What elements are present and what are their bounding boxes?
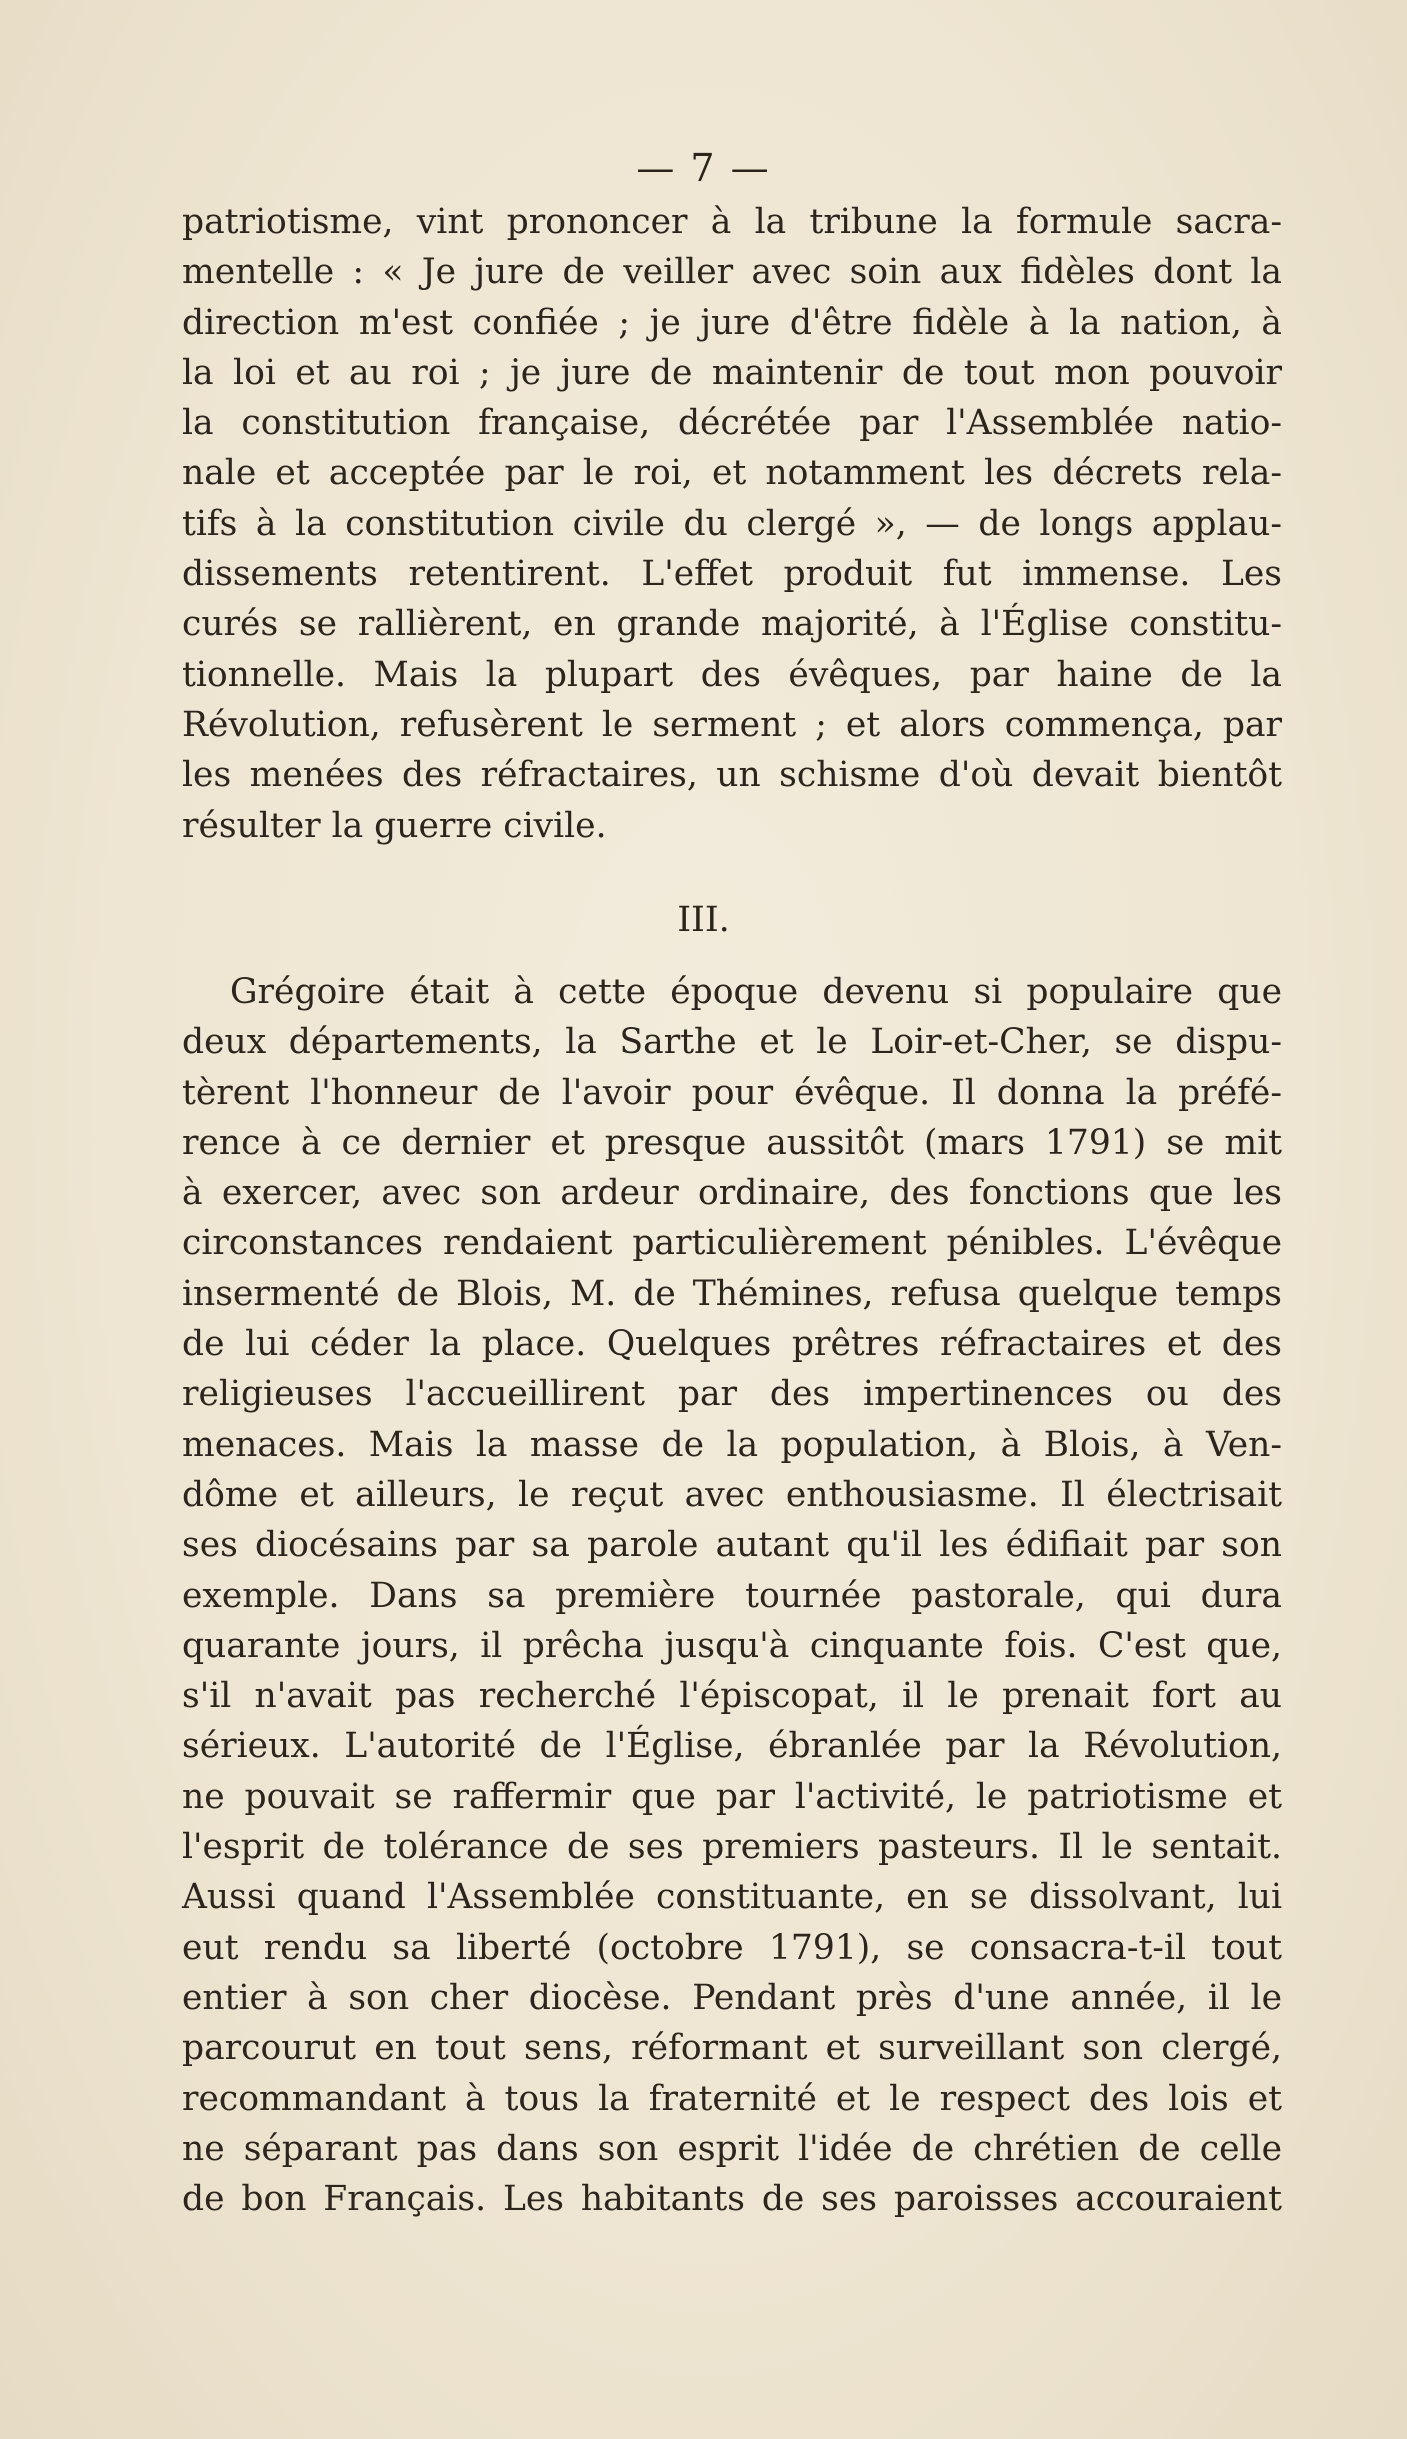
text-line: la loi et au roi ; je jure de maintenir de tout mon pouvoir bbox=[182, 352, 1282, 393]
text-line: entier à son cher diocèse. Pendant près d'une année, il le bbox=[182, 1977, 1282, 2018]
text-line: dissements retentirent. L'effet produit fut immense. Les bbox=[182, 554, 1282, 595]
text-line: deux départements, la Sarthe et le Loir-et-Cher, se dispu- bbox=[182, 1022, 1282, 1063]
text-line: eut rendu sa liberté (octobre 1791), se consacra-t-il tout bbox=[182, 1927, 1282, 1968]
text-line: recommandant à tous la fraternité et le respect des lois et bbox=[182, 2078, 1282, 2119]
text-line: rence à ce dernier et presque aussitôt (mars 1791) se mit bbox=[182, 1122, 1282, 1163]
text-line: les menées des réfractaires, un schisme d'où devait bientôt bbox=[182, 755, 1282, 796]
text-line: quarante jours, il prêcha jusqu'à cinquante fois. C'est que, bbox=[182, 1625, 1282, 1666]
text-line: religieuses l'accueillirent par des impertinences ou des bbox=[182, 1374, 1282, 1415]
text-line: direction m'est confiée ; je jure d'être fidèle à la nation, à bbox=[182, 302, 1282, 343]
section-heading: III. bbox=[677, 900, 730, 940]
text-line: Grégoire était à cette époque devenu si populaire que bbox=[230, 972, 1282, 1012]
text-line: de lui céder la place. Quelques prêtres réfractaires et des bbox=[182, 1324, 1282, 1365]
text-line: tèrent l'honneur de l'avoir pour évêque. Il donna la préfé- bbox=[182, 1072, 1282, 1113]
text-line: curés se rallièrent, en grande majorité, à l'Église constitu- bbox=[182, 604, 1282, 645]
text-line: s'il n'avait pas recherché l'épiscopat, il le prenait fort au bbox=[182, 1676, 1282, 1717]
text-line: patriotisme, vint prononcer à la tribune la formule sacra- bbox=[182, 202, 1282, 242]
text-line: nale et acceptée par le roi, et notamment les décrets rela- bbox=[182, 453, 1282, 494]
text-line: ne pouvait se raffermir que par l'activité, le patriotisme et bbox=[182, 1776, 1282, 1817]
text-line: tionnelle. Mais la plupart des évêques, par haine de la bbox=[182, 654, 1282, 695]
paragraph-2 bbox=[182, 967, 1282, 2224]
text-line: circonstances rendaient particulièrement pénibles. L'évêque bbox=[182, 1223, 1282, 1264]
text-line: parcourut en tout sens, réformant et surveillant son clergé, bbox=[182, 2028, 1282, 2069]
page-number: — 7 — bbox=[636, 146, 771, 190]
text-line: menaces. Mais la masse de la population, à Blois, à Ven- bbox=[182, 1424, 1282, 1465]
text-line: à exercer, avec son ardeur ordinaire, des fonctions que les bbox=[182, 1173, 1282, 1214]
text-line: sérieux. L'autorité de l'Église, ébranlée par la Révolution, bbox=[182, 1726, 1282, 1767]
text-line: Révolution, refusèrent le serment ; et alors commença, par bbox=[182, 704, 1282, 745]
paragraph-1 bbox=[182, 197, 1282, 851]
text-line: la constitution française, décrétée par l'Assemblée natio- bbox=[182, 403, 1282, 444]
text-line: ne séparant pas dans son esprit l'idée de chrétien de celle bbox=[182, 2128, 1282, 2169]
text-line: mentelle : « Je jure de veiller avec soin aux fidèles dont la bbox=[182, 252, 1282, 293]
text-line: résulter la guerre civile. bbox=[182, 805, 607, 846]
text-line: ses diocésains par sa parole autant qu'il les édifiait par son bbox=[182, 1525, 1282, 1566]
text-line: tifs à la constitution civile du clergé », — de longs applau- bbox=[182, 503, 1282, 544]
text-line: exemple. Dans sa première tournée pastorale, qui dura bbox=[182, 1575, 1282, 1616]
text-line: dôme et ailleurs, le reçut avec enthousiasme. Il électrisait bbox=[182, 1474, 1282, 1515]
text-line: de bon Français. Les habitants de ses paroisses accouraient bbox=[182, 2179, 1282, 2220]
text-line: insermenté de Blois, M. de Thémines, refusa quelque temps bbox=[182, 1273, 1282, 1314]
text-line: l'esprit de tolérance de ses premiers pasteurs. Il le sentait. bbox=[182, 1827, 1282, 1868]
text-line: Aussi quand l'Assemblée constituante, en se dissolvant, lui bbox=[182, 1877, 1282, 1918]
